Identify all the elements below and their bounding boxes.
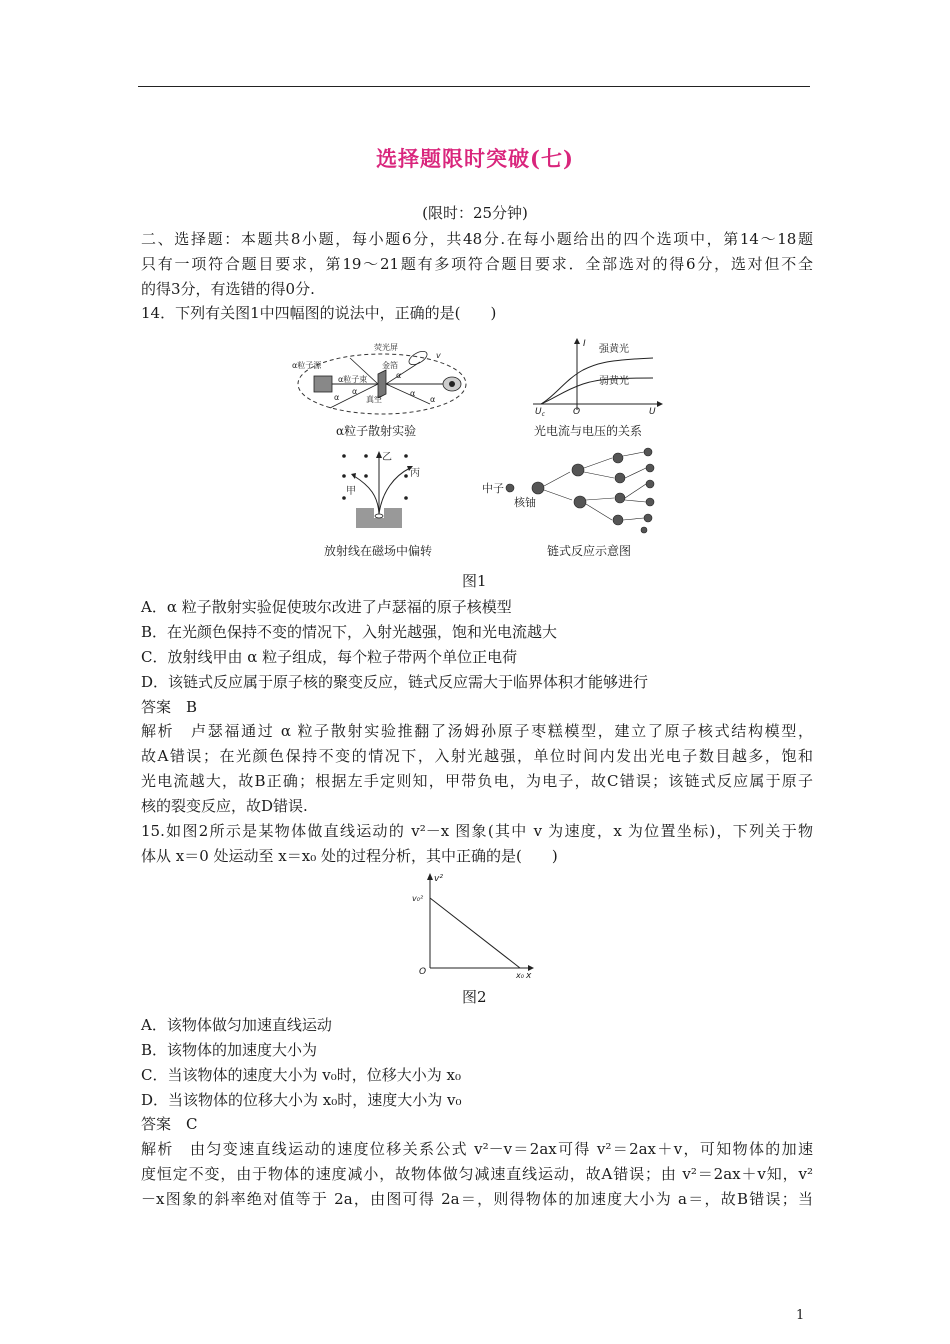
alpha-label: 真空	[366, 395, 382, 404]
q14-option-d: D．该链式反应属于原子核的聚变反应，链式反应需大于临界体积才能够进行	[141, 673, 649, 691]
photocurrent-graph	[525, 336, 665, 418]
magnetic-deflection-diagram	[330, 446, 430, 532]
figure-1-label: 图1	[462, 572, 487, 590]
photo-label: U	[649, 407, 656, 417]
alpha-label: 荧光屏	[374, 343, 398, 352]
photo-label: 强黄光	[599, 344, 629, 355]
figure-2-label: 图2	[462, 988, 487, 1006]
data-line	[430, 898, 520, 968]
y-tick-label: v₀²	[412, 894, 424, 903]
q14-answer: 答案 B	[141, 698, 198, 716]
photo-label: 弱黄光	[599, 376, 629, 387]
header-rule	[138, 86, 810, 87]
alpha-label: α	[410, 389, 416, 398]
photo-label: I	[583, 339, 586, 349]
chain-caption: 链式反应示意图	[547, 544, 632, 558]
alpha-scattering-diagram	[290, 338, 480, 418]
alpha-label: α粒子源	[292, 361, 322, 370]
q15-analysis-line: －x图象的斜率绝对值等于 2a，由图可得 2a＝，则得物体的加速度大小为 a＝，故B错误；当	[141, 1190, 813, 1208]
q15-option-c: C．当该物体的速度大小为 v₀时，位移大小为 x₀	[141, 1066, 461, 1084]
alpha-label: α粒子束	[338, 375, 368, 384]
photo-subscript: c	[541, 411, 545, 418]
v2-x-graph	[410, 870, 540, 980]
magnet-label: 乙	[382, 452, 392, 463]
svg-text:Uc	[535, 407, 546, 418]
chain-label: 中子	[482, 482, 504, 495]
magnet-caption: 放射线在磁场中偏转	[324, 544, 433, 558]
page-title: 选择题限时突破(七)	[376, 146, 574, 171]
q14-option-c: C．放射线甲由 α 粒子组成，每个粒子带两个单位正电荷	[141, 648, 518, 666]
alpha-label: v	[436, 351, 441, 360]
y-axis-arrow	[427, 873, 433, 880]
q15-analysis-line: 解析 由匀变速直线运动的速度位移关系公式 v²－v＝2ax可得 v²＝2ax＋v，可知物体的加速	[141, 1140, 813, 1158]
intro-line: 只有一项符合题目要求，第19～21题有多项符合题目要求．全部选对的得6分，选对但不全	[141, 255, 813, 273]
alpha-label: α	[396, 371, 402, 380]
x-tick-label: x₀	[516, 971, 524, 980]
alpha-label: 金箔	[382, 361, 398, 370]
alpha-caption: α粒子散射实验	[336, 424, 417, 438]
chain-label: 核铀	[514, 496, 536, 509]
alpha-label: α	[352, 387, 358, 396]
q15-answer: 答案 C	[141, 1115, 198, 1133]
q14-analysis-line: 故A错误；在光颜色保持不变的情况下，入射光越强，单位时间内发出光电子数目越多，饱和	[141, 747, 813, 765]
photo-caption: 光电流与电压的关系	[534, 424, 643, 438]
chain-reaction-diagram	[480, 444, 660, 536]
time-limit: (限时：25分钟)	[422, 204, 528, 222]
alpha-label: α	[430, 395, 436, 404]
q15-stem-line: 体从 x＝0 处运动至 x＝x₀ 处的过程分析，其中正确的是( )	[141, 847, 558, 865]
q14-analysis-line: 解析 卢瑟福通过 α 粒子散射实验推翻了汤姆孙原子枣糕模型，建立了原子核式结构模型，	[141, 722, 813, 740]
q14-analysis-line: 核的裂变反应，故D错误.	[141, 797, 308, 815]
q14-option-b: B．在光颜色保持不变的情况下，入射光越强，饱和光电流越大	[141, 623, 558, 641]
q14-stem: 14．下列有关图1中四幅图的说法中，正确的是( )	[141, 304, 497, 322]
page-number: 1	[796, 1308, 805, 1323]
q14-analysis-line: 光电流越大，故B正确；根据左手定则知，甲带负电，为电子，故C错误；该链式反应属于原子	[141, 772, 813, 790]
magnet-label: 甲	[346, 486, 356, 497]
y-axis-label: v²	[434, 874, 443, 884]
q15-option-b: B．该物体的加速度大小为	[141, 1041, 318, 1059]
origin-label: O	[419, 967, 427, 977]
q14-option-a: A．α 粒子散射实验促使玻尔改进了卢瑟福的原子核模型	[141, 598, 512, 616]
q15-option-a: A．该物体做匀加速直线运动	[141, 1016, 332, 1034]
q15-option-d: D．当该物体的位移大小为 x₀时，速度大小为 v₀	[141, 1091, 462, 1109]
x-axis-label: x	[526, 971, 532, 980]
photo-label: U	[535, 407, 542, 417]
q15-analysis-line: 度恒定不变，由于物体的速度减小，故物体做匀减速直线运动，故A错误；由 v²＝2ax＋v知，v²	[141, 1165, 813, 1183]
magnet-label: 丙	[410, 468, 420, 479]
q15-stem-line: 15.如图2所示是某物体做直线运动的 v²－x 图象(其中 v 为速度，x 为位置坐标)，下列关于物	[141, 822, 813, 840]
intro-line: 的得3分，有选错的得0分.	[141, 280, 315, 298]
photo-label: O	[573, 407, 581, 417]
alpha-label: α	[334, 393, 340, 402]
intro-line: 二、选择题：本题共8小题，每小题6分，共48分.在每小题给出的四个选项中，第14～18题	[141, 230, 813, 248]
